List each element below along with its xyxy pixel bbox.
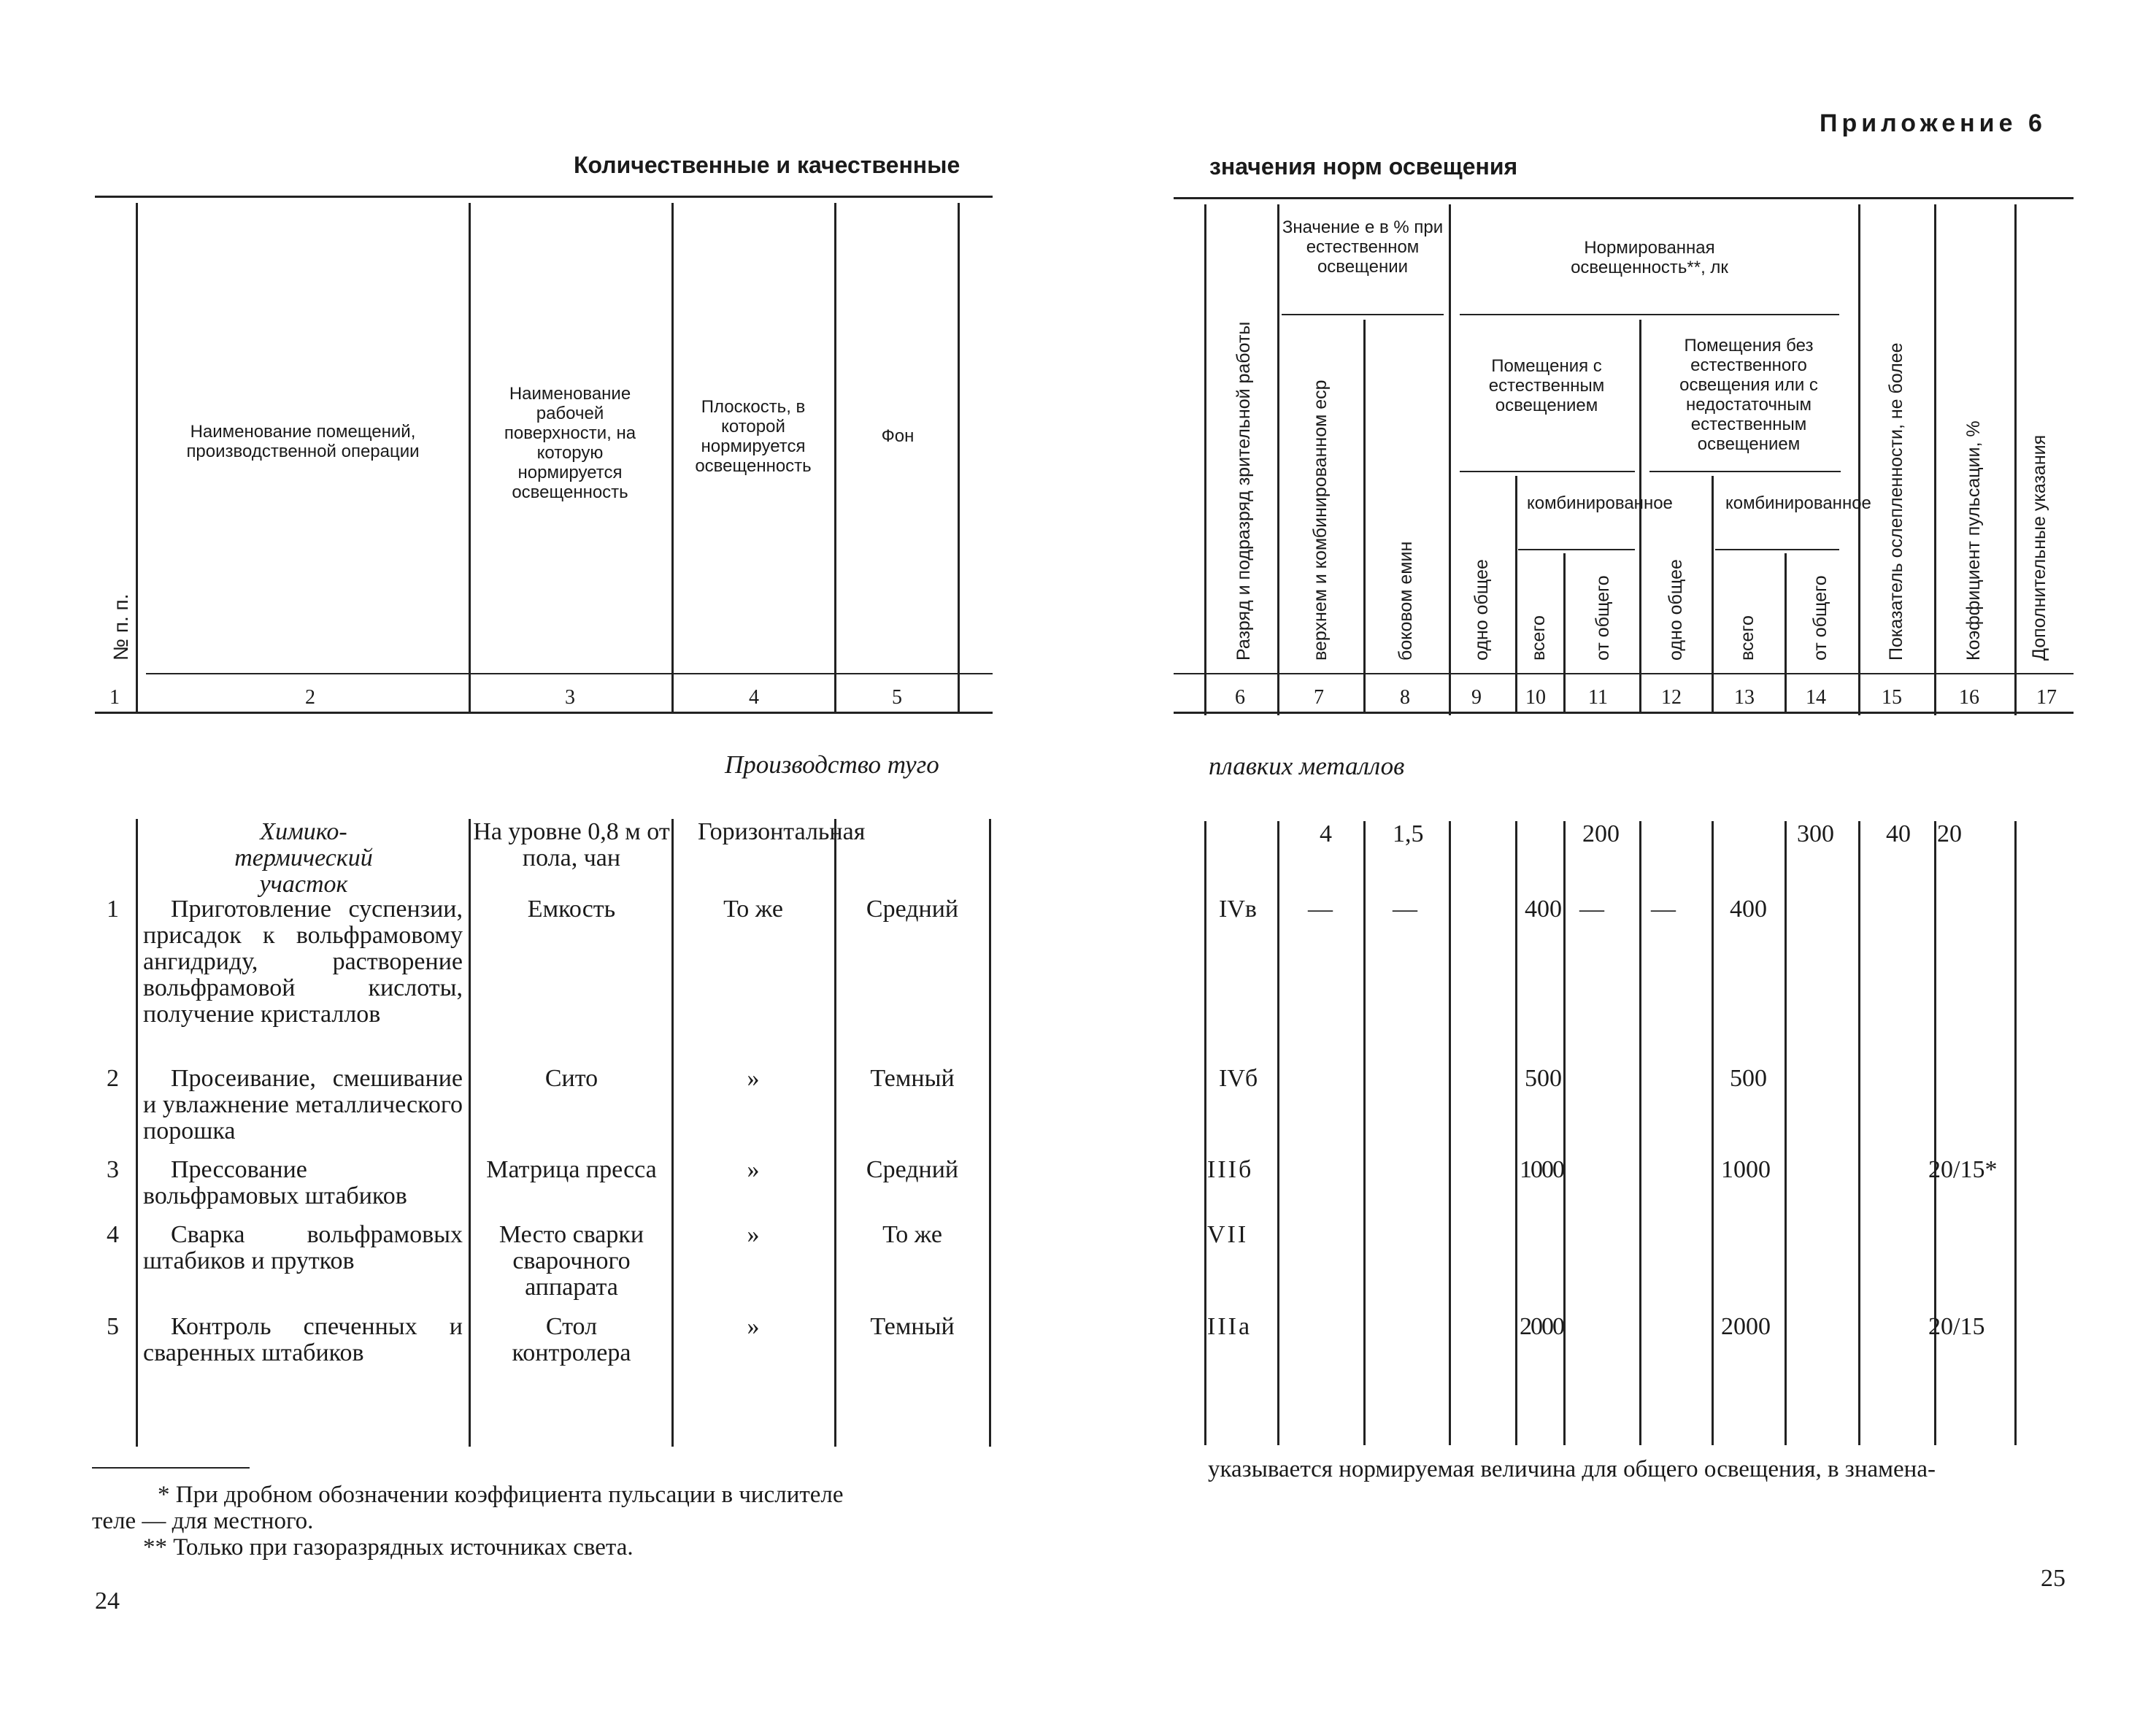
col-header-9: одно общее <box>1471 559 1492 661</box>
row-plane: » <box>747 1313 760 1340</box>
row-razryad: IVб <box>1219 1065 1258 1092</box>
row-total-b: 1000 <box>1721 1156 1771 1183</box>
appendix-label: Приложение 6 <box>1820 109 2047 137</box>
row-fon: Темный <box>870 1065 955 1092</box>
group-plane: Горизонтальная <box>698 818 866 845</box>
row-surface: Матрица пресса <box>486 1156 657 1183</box>
row-total-a: 400 <box>1525 896 1562 923</box>
row-fon: Средний <box>866 896 959 923</box>
col-header-7: верхнем и комбинированном eср <box>1310 380 1331 661</box>
row-razryad: VII <box>1207 1221 1249 1248</box>
col-num-5: 5 <box>892 686 902 709</box>
row-plane: » <box>747 1156 760 1183</box>
page-number-left: 24 <box>95 1588 120 1615</box>
col-header-1: № п. п. <box>109 593 132 661</box>
row-e-side: — <box>1393 896 1417 923</box>
row-surface: Стол контролера <box>512 1313 631 1366</box>
col-num-7: 7 <box>1314 686 1324 709</box>
row-num: 3 <box>107 1156 119 1183</box>
row-fon: То же <box>882 1221 942 1248</box>
col-header-4: Плоскость, в которой нормируется освещенность <box>695 397 812 476</box>
col-num-13: 13 <box>1734 686 1755 709</box>
page-number-right: 25 <box>2041 1565 2065 1592</box>
row-total-a: 1000 <box>1520 1156 1563 1183</box>
footnote-2: ** Только при газоразрядных источниках света. <box>143 1534 634 1561</box>
row-plane: То же <box>723 896 783 923</box>
row-total-b: 2000 <box>1721 1313 1771 1340</box>
row-fon: Средний <box>866 1156 959 1183</box>
col-num-4: 4 <box>749 686 759 709</box>
footnote-1c: теле — для местного. <box>92 1508 314 1534</box>
col-num-6: 6 <box>1235 686 1245 709</box>
row-fon: Темный <box>870 1313 955 1340</box>
col-header-5: Фон <box>881 426 915 446</box>
row-total-b: 400 <box>1730 896 1767 923</box>
footnote-1a: * При дробном обозначении коэффициента пульсации в числителе <box>158 1482 844 1508</box>
row-operation: Просеивание, смешивание и увлажнение металлического порошка <box>143 1065 463 1144</box>
footnote-rule <box>92 1467 250 1469</box>
row-num: 1 <box>107 896 119 923</box>
nonatural-group-header: Помещения без естественного освещения или с недостаточным естественным освещением <box>1679 336 1818 454</box>
col-header-15: Показатель ослепленности, не более <box>1886 342 1906 661</box>
col-header-8: боковом eмин <box>1395 541 1416 661</box>
row-razryad: IIIа <box>1207 1313 1252 1340</box>
col-header-14: от общего <box>1810 575 1830 661</box>
row-plane: » <box>747 1221 760 1248</box>
row-pulsation: 20/15 <box>1928 1313 1985 1340</box>
col-num-2: 2 <box>305 686 315 709</box>
combined-header-a: комбинированное <box>1527 493 1673 513</box>
row-surface: Место сварки сварочного аппарата <box>498 1221 644 1301</box>
e-group-header: Значение e в % при естественном освещении <box>1282 218 1444 277</box>
col-num-8: 8 <box>1400 686 1410 709</box>
group-surface: На уровне 0,8 м от пола, чан <box>473 818 670 871</box>
row-surface: Сито <box>544 1065 598 1092</box>
col-num-12: 12 <box>1661 686 1682 709</box>
col-header-11: от общего <box>1593 575 1613 661</box>
col-header-17: Дополнительные указания <box>2029 434 2049 661</box>
col-header-6: Разряд и подразряд зрительной работы <box>1233 321 1254 661</box>
group-e-top: 4 <box>1320 820 1332 847</box>
group-glare: 40 <box>1886 820 1911 847</box>
col-header-2: Наименование помещений, производственной операции <box>186 422 420 461</box>
col-num-1: 1 <box>109 686 120 709</box>
col-num-10: 10 <box>1525 686 1546 709</box>
natural-group-header: Помещения с естественным освещением <box>1488 356 1605 415</box>
row-razryad: IIIб <box>1207 1156 1254 1183</box>
title-left: Количественные и качественные <box>574 152 960 178</box>
row-operation: Сварка вольфрамовых штабиков и прутков <box>143 1221 463 1274</box>
col-header-10: всего <box>1528 615 1549 661</box>
group-e-side: 1,5 <box>1393 820 1424 847</box>
row-general-b: — <box>1651 896 1676 923</box>
group-of-general-b: 300 <box>1797 820 1834 847</box>
col-num-17: 17 <box>2036 686 2057 709</box>
norm-group-header: Нормированная освещенность**, лк <box>1571 238 1728 277</box>
col-num-9: 9 <box>1471 686 1482 709</box>
title-right: значения норм освещения <box>1209 153 1518 180</box>
col-num-3: 3 <box>565 686 575 709</box>
col-num-16: 16 <box>1959 686 1979 709</box>
col-header-16: Коэффициент пульсации, % <box>1963 420 1984 661</box>
row-surface: Емкость <box>527 896 616 923</box>
col-header-3: Наименование рабочей поверхности, на которую нормируется освещенность <box>504 384 636 502</box>
row-total-a: 2000 <box>1520 1313 1563 1340</box>
row-total-b: 500 <box>1730 1065 1767 1092</box>
row-num: 4 <box>107 1221 119 1248</box>
section-title-left: Производство туго <box>725 750 939 779</box>
section-title-right: плавких металлов <box>1209 752 1405 780</box>
row-of-general-a: — <box>1579 896 1604 923</box>
footnote-1b: указывается нормируемая величина для общего освещения, в знамена- <box>1208 1456 1936 1482</box>
row-razryad: IVв <box>1219 896 1257 923</box>
row-operation: Прессование вольфрамовых штабиков <box>143 1156 407 1209</box>
group-of-general-a: 200 <box>1582 820 1620 847</box>
col-num-15: 15 <box>1882 686 1902 709</box>
col-num-14: 14 <box>1806 686 1826 709</box>
row-num: 2 <box>107 1065 119 1092</box>
row-e-top: — <box>1308 896 1333 923</box>
row-operation: Приготовление суспензии, присадок к вольфрамовому ангидриду, растворение вольфрамовой кислоты, получение кристаллов <box>143 896 463 1028</box>
row-num: 5 <box>107 1313 119 1340</box>
row-plane: » <box>747 1065 760 1092</box>
row-operation: Контроль спеченных и сваренных штабиков <box>143 1313 463 1366</box>
row-pulsation: 20/15* <box>1928 1156 1998 1183</box>
group-name: Химико-термический участок <box>234 818 373 898</box>
col-num-11: 11 <box>1588 686 1608 709</box>
col-header-13: всего <box>1737 615 1757 661</box>
group-pulsation: 20 <box>1937 820 1962 847</box>
col-header-12: одно общее <box>1666 559 1686 661</box>
combined-header-b: комбинированное <box>1725 493 1871 513</box>
row-total-a: 500 <box>1525 1065 1562 1092</box>
